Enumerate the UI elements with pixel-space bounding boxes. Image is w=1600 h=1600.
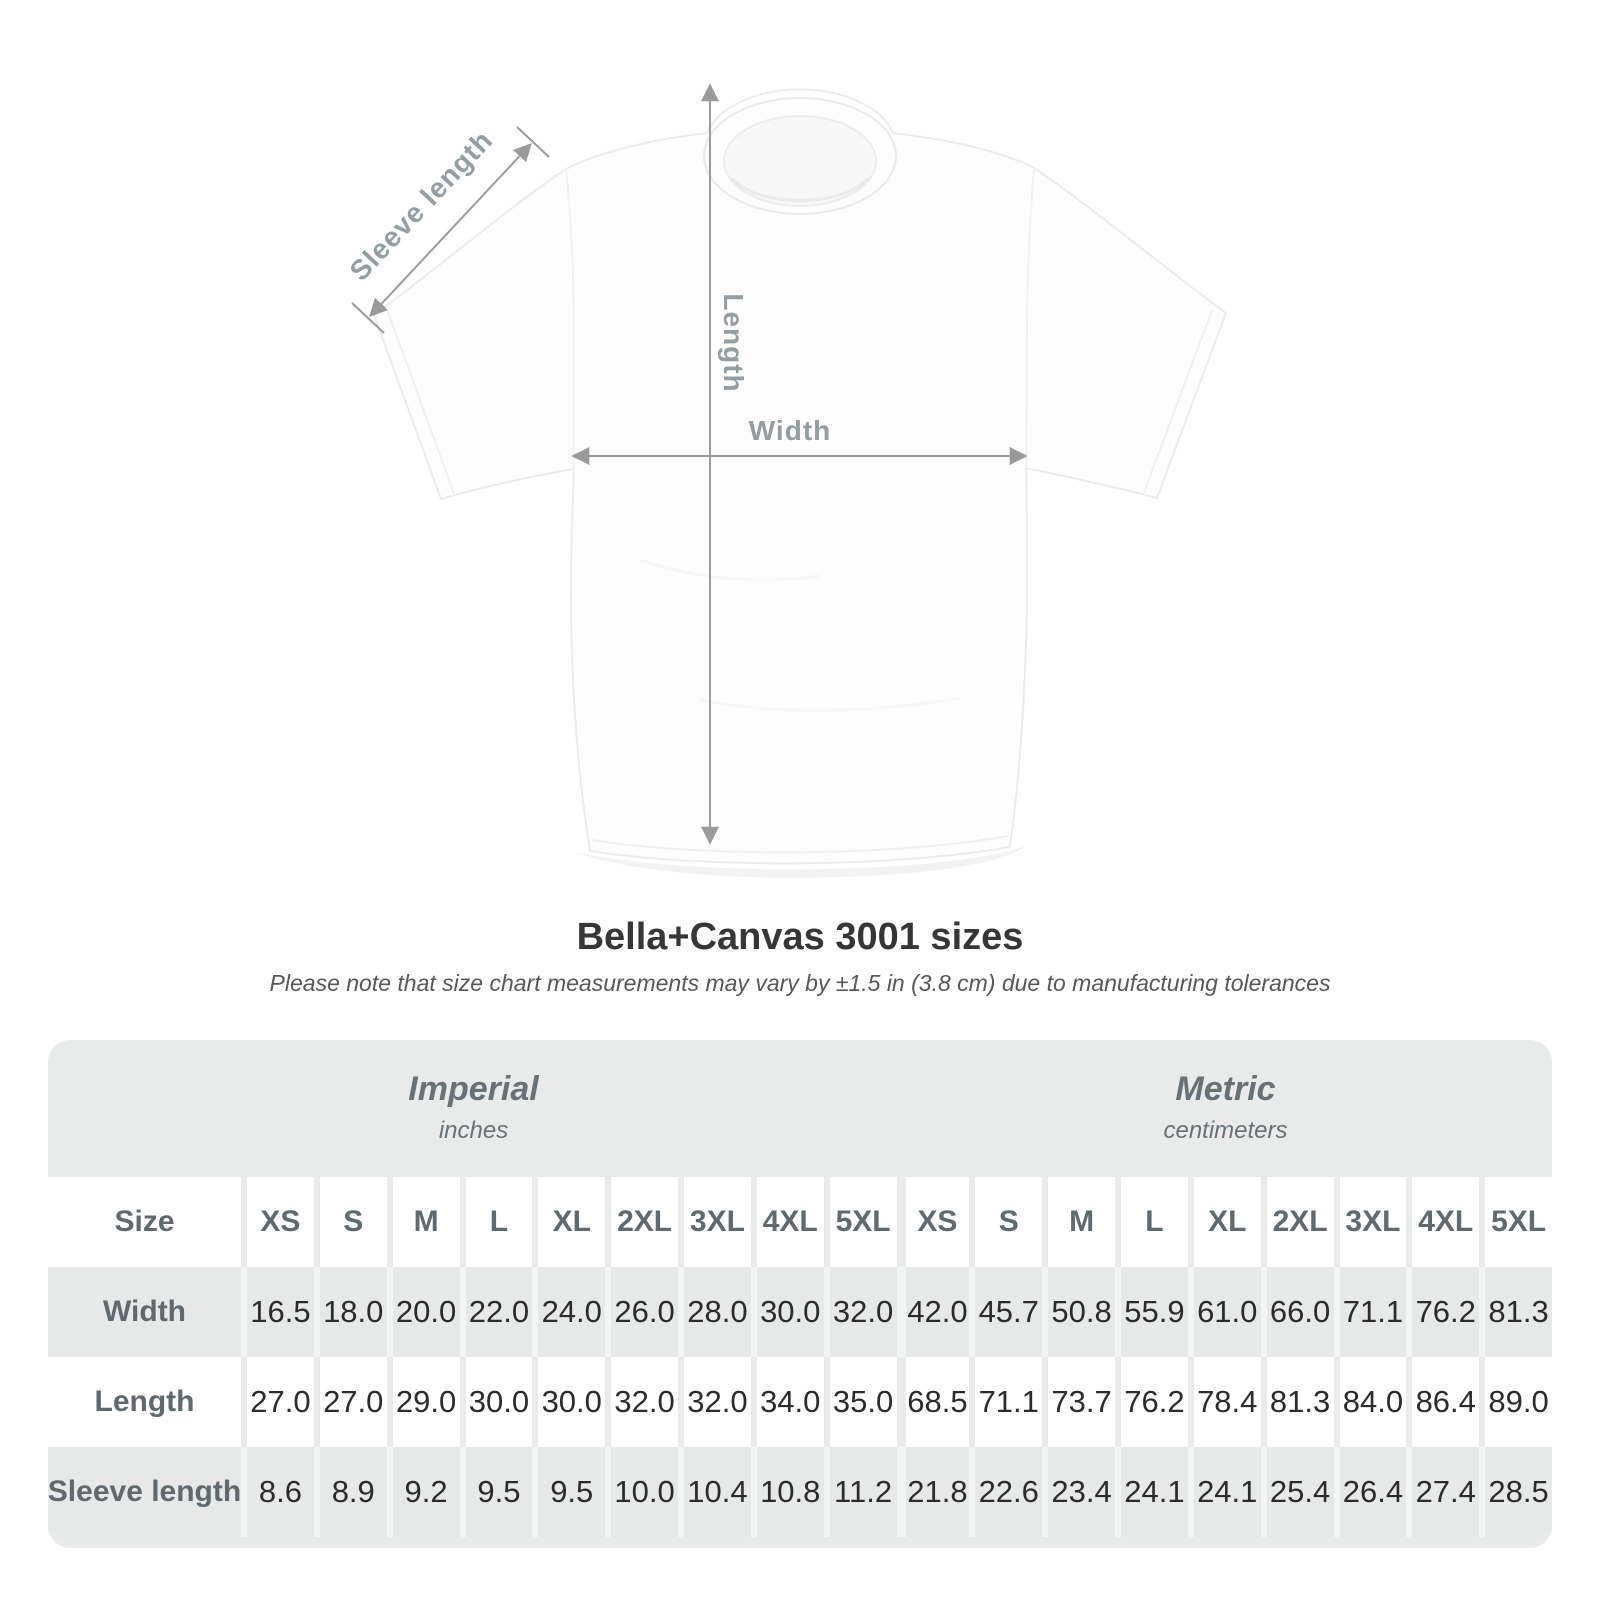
row-label: Length	[48, 1357, 241, 1447]
size-col-header-metric: 2XL	[1261, 1177, 1334, 1267]
size-col-header-imperial: 3XL	[678, 1177, 751, 1267]
table-cell-metric: 76.2	[1115, 1357, 1188, 1447]
size-col-header-imperial: 4XL	[751, 1177, 824, 1267]
table-cell-imperial: 27.0	[314, 1357, 387, 1447]
size-col-header-metric: 3XL	[1334, 1177, 1407, 1267]
length-label: Length	[718, 293, 749, 393]
table-cell-metric: 28.5	[1479, 1447, 1552, 1537]
table-cell-imperial: 11.2	[824, 1447, 897, 1537]
sleeve-length-label: Sleeve length	[343, 124, 499, 287]
table-cell-imperial: 9.5	[460, 1447, 533, 1537]
metric-unit: centimeters	[1163, 1117, 1288, 1144]
metric-band	[899, 1040, 1552, 1177]
table-cell-metric: 42.0	[897, 1267, 970, 1357]
size-header-cell: Size	[48, 1177, 241, 1267]
table-cell-imperial: 10.4	[678, 1447, 751, 1537]
table-cell-imperial: 26.0	[605, 1267, 678, 1357]
size-col-header-imperial: XS	[241, 1177, 314, 1267]
row-label: Sleeve length	[48, 1447, 241, 1537]
table-cell-imperial: 16.5	[241, 1267, 314, 1357]
table-cell-imperial: 9.5	[532, 1447, 605, 1537]
table-cell-imperial: 32.0	[605, 1357, 678, 1447]
table-cell-metric: 26.4	[1334, 1447, 1407, 1537]
size-col-header-metric: S	[969, 1177, 1042, 1267]
size-col-header-imperial: S	[314, 1177, 387, 1267]
row-label: Width	[48, 1267, 241, 1357]
table-cell-metric: 86.4	[1406, 1357, 1479, 1447]
table-cell-imperial: 30.0	[751, 1267, 824, 1357]
imperial-band	[48, 1040, 899, 1177]
size-table	[48, 1040, 1552, 1548]
table-cell-metric: 27.4	[1406, 1447, 1479, 1537]
table-cell-metric: 81.3	[1479, 1267, 1552, 1357]
table-cell-imperial: 27.0	[241, 1357, 314, 1447]
size-col-header-metric: XL	[1188, 1177, 1261, 1267]
size-col-header-imperial: 2XL	[605, 1177, 678, 1267]
table-cell-metric: 71.1	[969, 1357, 1042, 1447]
table-cell-imperial: 18.0	[314, 1267, 387, 1357]
table-cell-metric: 89.0	[1479, 1357, 1552, 1447]
size-col-header-metric: L	[1115, 1177, 1188, 1267]
table-cell-imperial: 10.8	[751, 1447, 824, 1537]
size-col-header-metric: 5XL	[1479, 1177, 1552, 1267]
table-cell-imperial: 29.0	[387, 1357, 460, 1447]
size-col-header-metric: XS	[897, 1177, 970, 1267]
table-cell-metric: 61.0	[1188, 1267, 1261, 1357]
table-cell-imperial: 20.0	[387, 1267, 460, 1357]
size-col-header-imperial: XL	[532, 1177, 605, 1267]
metric-heading: Metric	[1175, 1070, 1276, 1108]
table-cell-imperial: 24.0	[532, 1267, 605, 1357]
size-col-header-imperial: L	[460, 1177, 533, 1267]
table-cell-metric: 73.7	[1042, 1357, 1115, 1447]
table-cell-imperial: 8.6	[241, 1447, 314, 1537]
table-cell-metric: 24.1	[1188, 1447, 1261, 1537]
table-cell-imperial: 32.0	[678, 1357, 751, 1447]
table-cell-metric: 66.0	[1261, 1267, 1334, 1357]
table-cell-imperial: 30.0	[532, 1357, 605, 1447]
table-cell-metric: 76.2	[1406, 1267, 1479, 1357]
tshirt-image	[374, 89, 1226, 878]
table-cell-metric: 23.4	[1042, 1447, 1115, 1537]
table-cell-imperial: 9.2	[387, 1447, 460, 1537]
table-cell-metric: 24.1	[1115, 1447, 1188, 1537]
table-cell-metric: 55.9	[1115, 1267, 1188, 1357]
table-cell-metric: 22.6	[969, 1447, 1042, 1537]
table-cell-metric: 84.0	[1334, 1357, 1407, 1447]
table-cell-imperial: 8.9	[314, 1447, 387, 1537]
size-col-header-imperial: M	[387, 1177, 460, 1267]
table-cell-metric: 71.1	[1334, 1267, 1407, 1357]
tolerance-note: Please note that size chart measurements may vary by ±1.5 in (3.8 cm) due to manufacturing tolerances	[269, 970, 1331, 996]
table-cell-imperial: 34.0	[751, 1357, 824, 1447]
table-cell-metric: 50.8	[1042, 1267, 1115, 1357]
size-grid	[48, 1177, 1552, 1537]
table-cell-imperial: 30.0	[460, 1357, 533, 1447]
table-cell-imperial: 28.0	[678, 1267, 751, 1357]
width-label: Width	[748, 415, 832, 446]
table-cell-imperial: 22.0	[460, 1267, 533, 1357]
size-col-header-metric: M	[1042, 1177, 1115, 1267]
table-cell-metric: 45.7	[969, 1267, 1042, 1357]
imperial-unit: inches	[438, 1117, 509, 1144]
table-cell-metric: 78.4	[1188, 1357, 1261, 1447]
table-cell-metric: 25.4	[1261, 1447, 1334, 1537]
table-cell-imperial: 35.0	[824, 1357, 897, 1447]
table-cell-imperial: 32.0	[824, 1267, 897, 1357]
imperial-heading: Imperial	[408, 1070, 539, 1108]
table-cell-metric: 81.3	[1261, 1357, 1334, 1447]
page-title: Bella+Canvas 3001 sizes	[576, 916, 1024, 958]
table-cell-metric: 68.5	[897, 1357, 970, 1447]
table-cell-imperial: 10.0	[605, 1447, 678, 1537]
table-cell-metric: 21.8	[897, 1447, 970, 1537]
size-col-header-metric: 4XL	[1406, 1177, 1479, 1267]
size-col-header-imperial: 5XL	[824, 1177, 897, 1267]
